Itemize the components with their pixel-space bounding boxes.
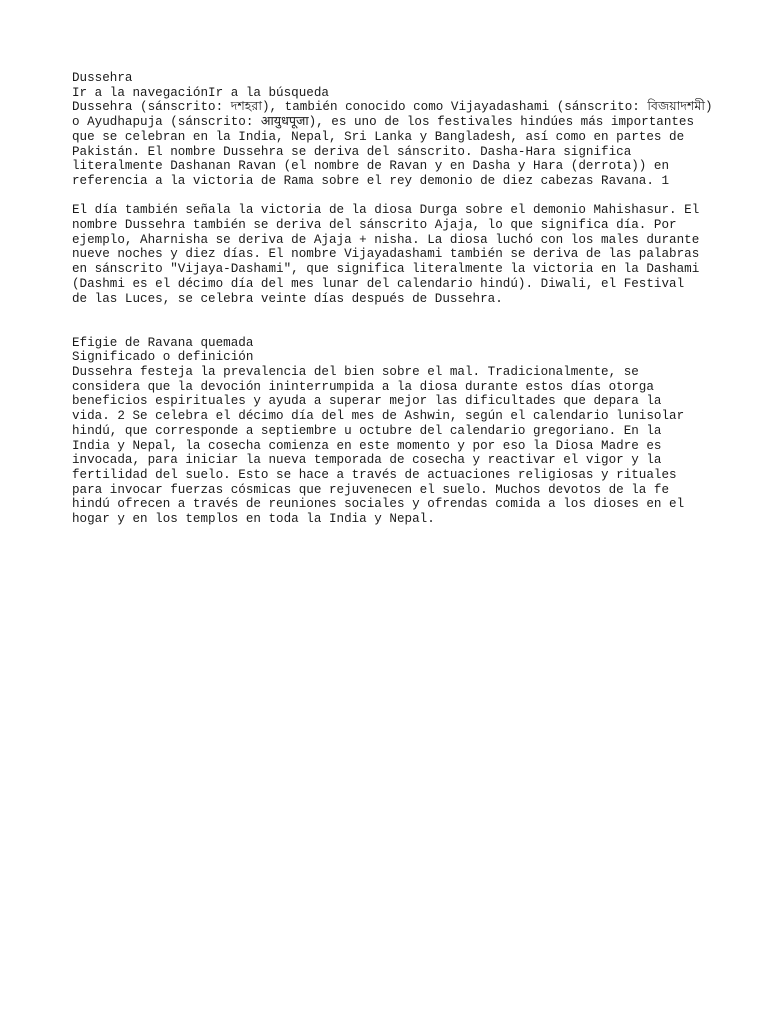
paragraph-line: El día también señala la victoria de la diosa Durga sobre el demonio Mahishasur. El: [72, 203, 700, 218]
paragraph-line: India y Nepal, la cosecha comienza en este momento y por eso la Diosa Madre es: [72, 438, 662, 453]
paragraph-line: Dussehra (sánscrito: দশহরা), también conocido como Vijayadashami (sánscrito: বিজয়াদশমী): [72, 100, 713, 115]
paragraph-line: literalmente Dashanan Ravan (el nombre de Ravan y en Dasha y Hara (derrota)) en: [72, 159, 670, 174]
document-title: Dussehra: [72, 71, 133, 85]
intro-paragraph: [72, 100, 712, 188]
section-heading: Significado o definición: [72, 350, 254, 365]
document-page: [72, 71, 712, 527]
paragraph-line: que se celebran en la India, Nepal, Sri Lanka y Bangladesh, así como en partes de: [72, 129, 685, 144]
paragraph-line: considera que la devoción ininterrumpida a la diosa durante estos días otorga: [72, 379, 654, 394]
paragraph-line: hogar y en los templos en toda la India y Nepal.: [72, 512, 435, 527]
paragraph-line: nueve noches y diez días. El nombre Vijayadashami también se deriva de las palabras: [72, 247, 700, 262]
image-caption: Efigie de Ravana quemada: [72, 335, 254, 350]
paragraph-line: ejemplo, Aharnisha se deriva de Ajaja + nisha. La diosa luchó con los males durante: [72, 232, 700, 247]
paragraph-line: hindú ofrecen a través de reuniones sociales y ofrendas comida a los dioses en el: [72, 497, 685, 512]
paragraph-line: invocada, para iniciar la nueva temporada de cosecha y reactivar el vigor y la: [72, 453, 662, 468]
paragraph-line: vida. 2 Se celebra el décimo día del mes de Ashwin, según el calendario lunisolar: [72, 409, 685, 424]
paragraph-line: hindú, que corresponde a septiembre u octubre del calendario gregoriano. En la: [72, 423, 662, 438]
paragraph-line: referencia a la victoria de Rama sobre el rey demonio de diez cabezas Ravana. 1: [72, 173, 670, 188]
paragraph-line: (Dashmi es el décimo día del mes lunar del calendario hindú). Diwali, el Festival: [72, 276, 685, 291]
paragraph-line: beneficios espirituales y ayuda a superar mejor las dificultades que depara la: [72, 394, 662, 409]
durga-paragraph: [72, 203, 712, 306]
paragraph-line: Pakistán. El nombre Dussehra se deriva del sánscrito. Dasha-Hara significa: [72, 144, 632, 159]
paragraph-line: fertilidad del suelo. Esto se hace a través de actuaciones religiosas y rituales: [72, 467, 677, 482]
paragraph-line: Dussehra festeja la prevalencia del bien sobre el mal. Tradicionalmente, se: [72, 365, 639, 380]
paragraph-line: o Ayudhapuja (sánscrito: आयुधपूजा), es uno de los festivales hindúes más importantes: [72, 115, 695, 130]
paragraph-line: en sánscrito "Vijaya-Dashami", que significa literalmente la victoria en la Dashami: [72, 262, 700, 277]
paragraph-line: para invocar fuerzas cósmicas que rejuvenecen el suelo. Muchos devotos de la fe: [72, 482, 670, 497]
skip-navigation-links[interactable]: Ir a la navegaciónIr a la búsqueda: [72, 85, 329, 100]
paragraph-spacer: [72, 189, 712, 204]
paragraph-line: de las Luces, se celebra veinte días después de Dussehra.: [72, 291, 503, 306]
meaning-paragraph: [72, 365, 712, 527]
paragraph-line: nombre Dussehra también se deriva del sánscrito Ajaja, lo que significa día. Por: [72, 218, 677, 233]
section-spacer: [72, 306, 712, 335]
